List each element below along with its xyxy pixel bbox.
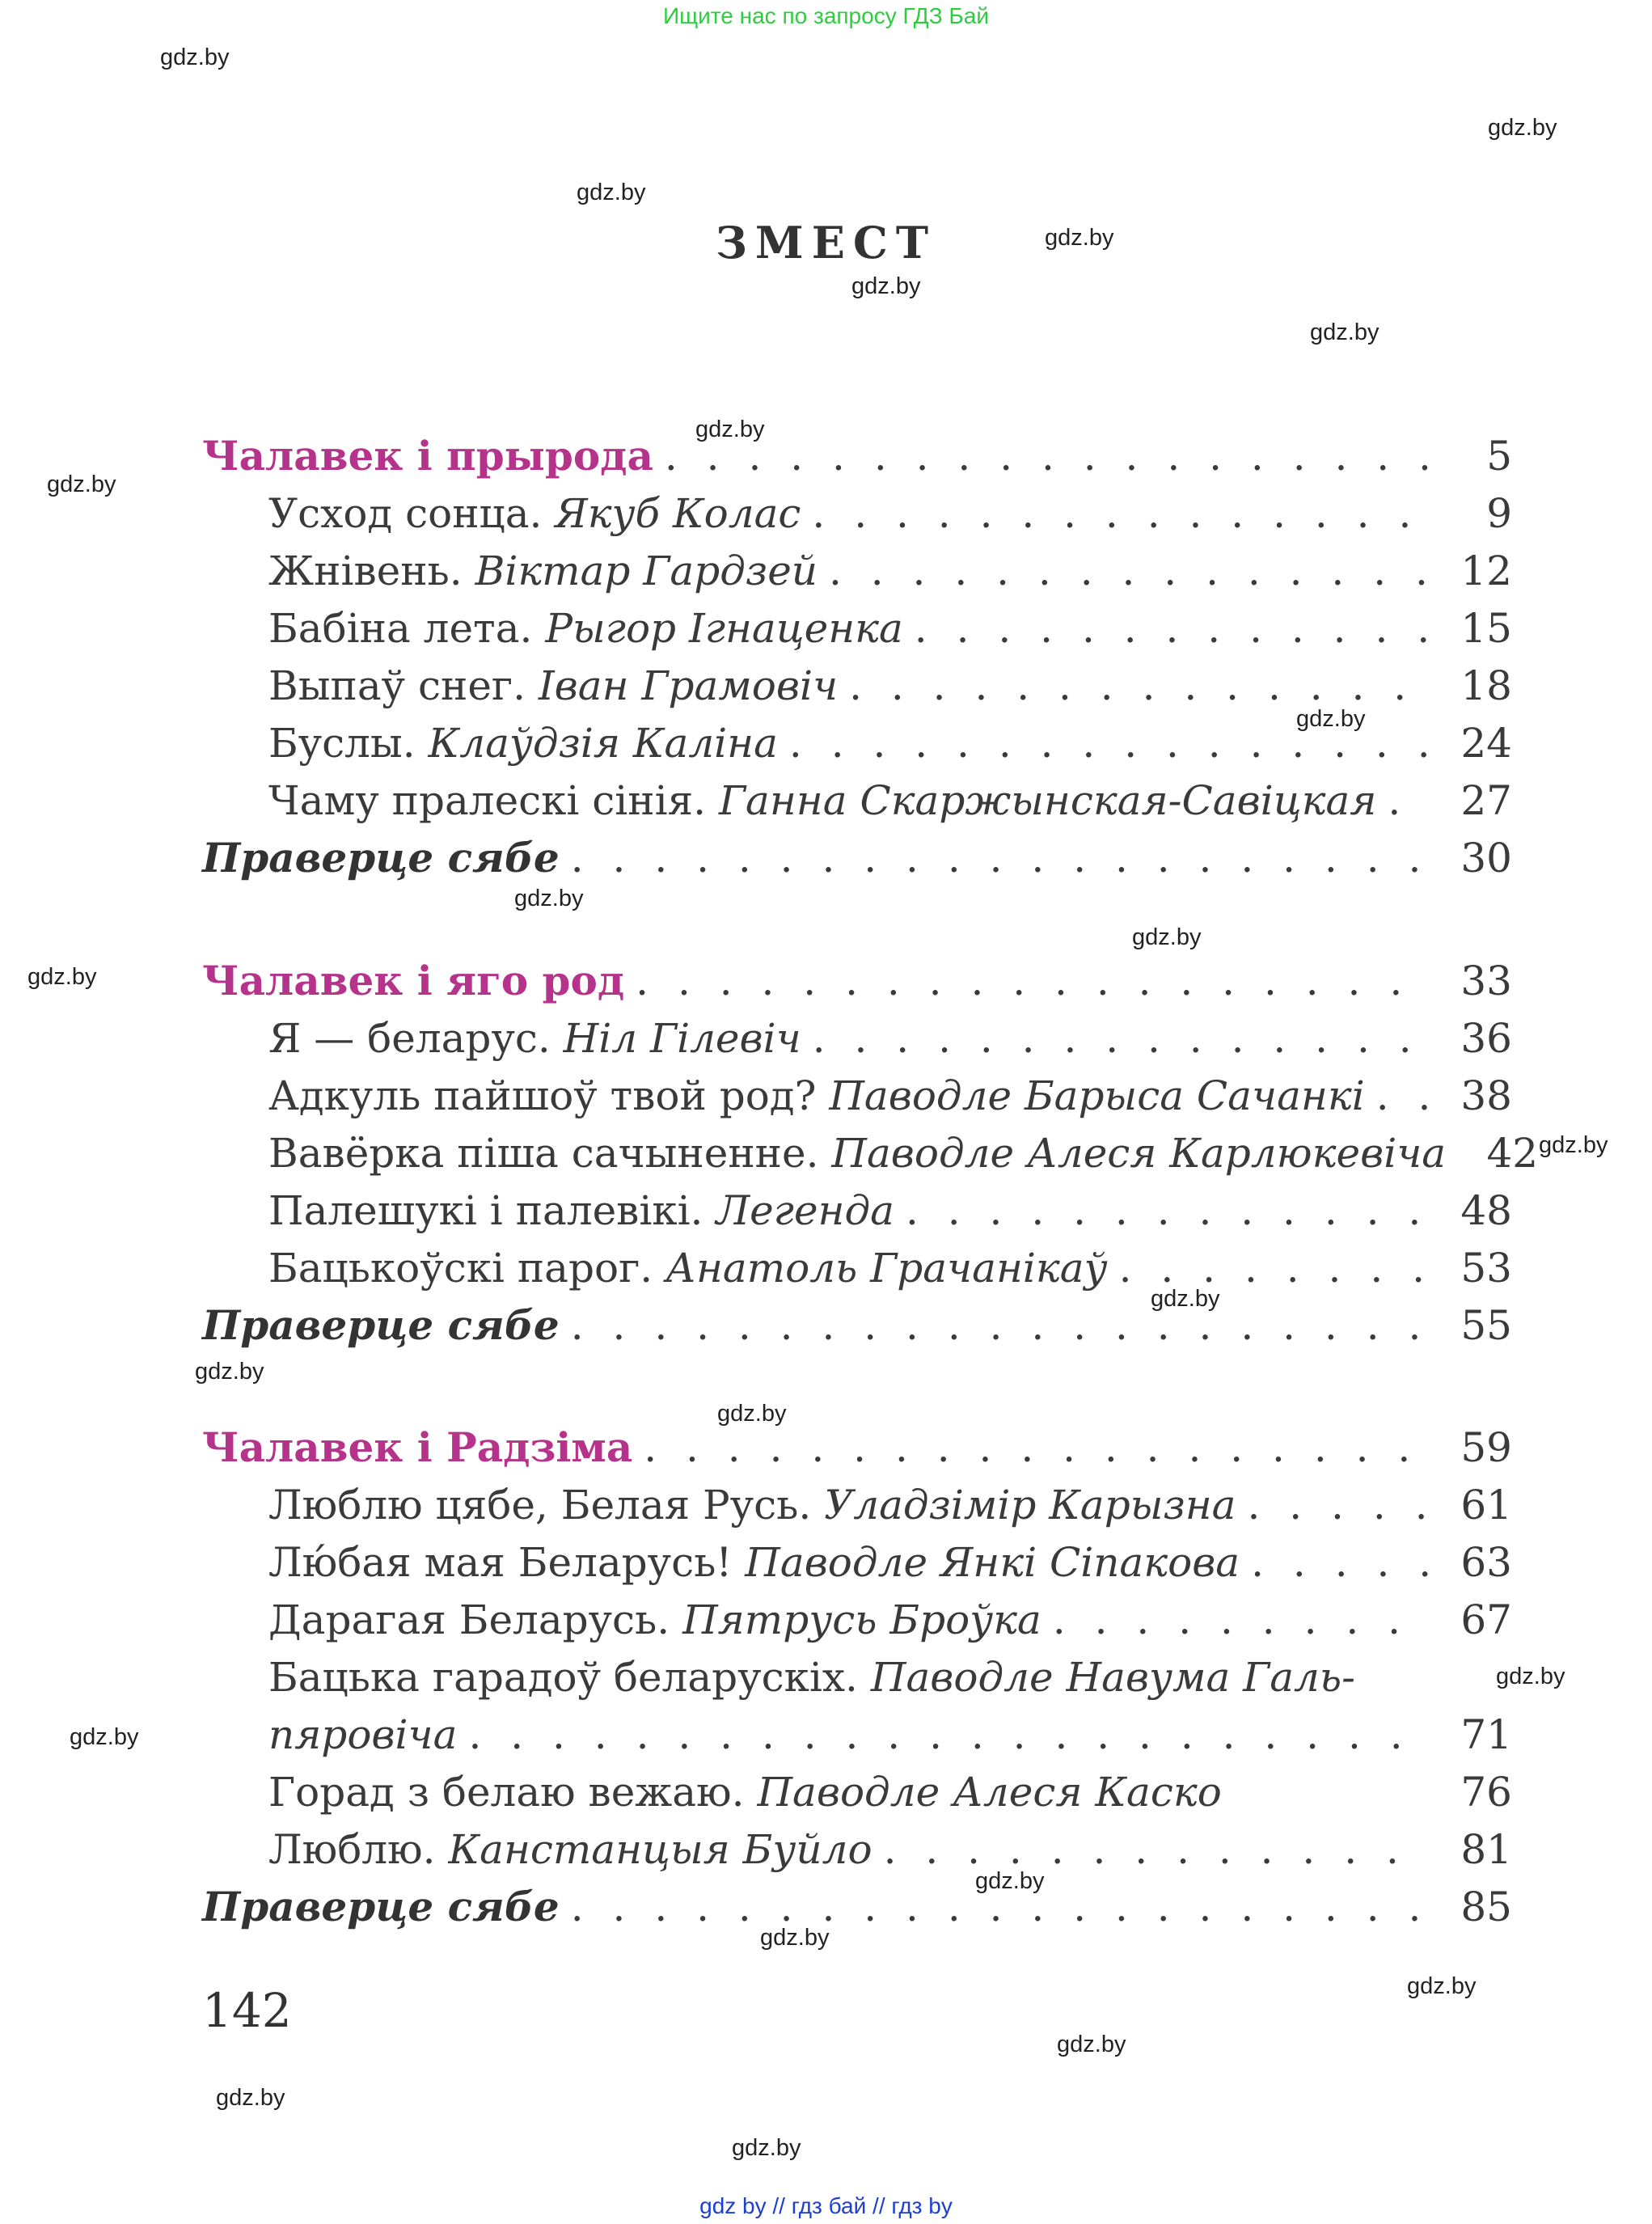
page-ref: 59 [1460,1424,1512,1471]
watermark: gdz.by [717,1401,787,1427]
dot-leader [560,1878,1431,1936]
page-ref: 67 [1460,1596,1512,1643]
page-number: 142 [202,1983,292,2038]
page-ref: 42 [1486,1130,1539,1177]
watermark: gdz.by [975,1868,1045,1894]
page-ref: 24 [1460,720,1512,767]
page-ref: 30 [1460,835,1512,882]
watermark: gdz.by [1310,319,1379,345]
toc-item-continuation[interactable] [268,1706,1512,1764]
section-title: Чалавек і прырода [202,432,653,480]
watermark: gdz.by [1296,706,1366,732]
toc-self-check[interactable] [202,829,1512,887]
toc-item[interactable] [268,1182,1512,1240]
dot-leader [560,829,1431,887]
toc-section-heading[interactable] [202,1419,1512,1477]
watermark: gdz.by [1151,1286,1220,1312]
item-title: Выпаў снег. [268,662,526,709]
item-author: пяровіча [268,1711,458,1758]
dot-leader [778,714,1431,772]
item-author: Ніл Гілевіч [563,1015,801,1062]
page-ref: 71 [1460,1711,1512,1758]
item-author: Віктар Гардзей [475,548,818,594]
toc-item[interactable] [268,484,1512,543]
page-ref: 27 [1460,777,1512,824]
toc-item[interactable] [268,1239,1512,1297]
item-author: Ганна Скаржынская-Савіцкая [718,777,1377,824]
watermark: gdz.by [1132,924,1202,950]
item-title: Я — беларус. [268,1015,551,1062]
self-check-title: Праверце сябе [202,834,560,882]
dot-leader [1446,1124,1457,1182]
dot-leader [1108,1239,1431,1297]
item-title: Дарагая Беларусь. [268,1596,670,1643]
dot-leader [632,1419,1431,1477]
watermark: gdz.by [514,886,584,911]
item-title: Бабіна лета. [268,605,533,652]
toc-self-check[interactable] [202,1878,1512,1936]
page-ref: 18 [1460,662,1512,709]
item-title: Чаму пралескі сінія. [268,777,707,824]
dot-leader [1376,772,1431,830]
toc-item[interactable] [268,1124,1539,1182]
item-title: Вавёрка піша сачыненне. [268,1130,819,1177]
item-title: Усход сонца. [268,490,543,537]
dot-leader [624,952,1431,1010]
item-title: Лю́бая мая Беларусь! [268,1539,733,1586]
item-author: Паводле Навума Галь- [870,1654,1356,1701]
dot-leader [801,1009,1431,1068]
section-title: Чалавек і яго род [202,957,625,1004]
top-search-link[interactable]: Ищите нас по запросу ГДЗ Бай [662,3,990,28]
toc-section-heading[interactable] [202,427,1512,485]
dot-leader [801,484,1431,543]
page-ref: 5 [1486,433,1512,480]
toc-item[interactable] [268,1820,1512,1879]
watermark: gdz.by [216,2085,285,2111]
dot-leader [560,1296,1431,1355]
dot-leader [838,657,1431,715]
page-ref: 9 [1486,490,1512,537]
toc-item[interactable] [268,1533,1512,1592]
watermark: gdz.by [195,1359,264,1385]
toc-item-multiline[interactable] [268,1648,1512,1706]
section-title: Чалавек і Радзіма [202,1423,633,1471]
item-author: Анатоль Грачанікаў [665,1245,1108,1292]
watermark: gdz.by [732,2135,801,2161]
dot-leader [1365,1067,1431,1125]
page-ref: 55 [1460,1302,1512,1349]
dot-leader [1236,1476,1431,1534]
dot-leader [894,1182,1431,1240]
item-title: Буслы. [268,720,416,767]
watermark: gdz.by [1057,2032,1126,2057]
toc-item[interactable] [268,772,1512,830]
item-author: Паводле Алеся Карлюкевіча [831,1130,1447,1177]
self-check-title: Праверце сябе [202,1301,560,1349]
watermark: gdz.by [1488,115,1557,141]
watermark: gdz.by [1407,1973,1477,1999]
toc-item[interactable] [268,1476,1512,1534]
item-author: Іван Грамовіч [538,662,839,709]
item-title: Бацькоўскі парог. [268,1245,653,1292]
page-ref: 81 [1460,1826,1512,1873]
watermark: gdz.by [851,273,921,299]
item-title: Люблю. [268,1826,436,1873]
page-ref: 61 [1460,1482,1512,1528]
page-ref: 12 [1460,548,1512,594]
item-title: Адкуль пайшоў твой род? [268,1072,817,1119]
toc-item[interactable] [268,1763,1512,1821]
watermark: gdz.by [760,1925,830,1951]
watermark: gdz.by [577,180,646,205]
toc-item[interactable] [268,714,1512,772]
page-ref: 15 [1460,605,1512,652]
bottom-site-links[interactable]: gdz by // гдз бай // гдз by [699,2193,953,2218]
watermark: gdz.by [47,471,116,497]
item-author: Канстанцыя Буйло [448,1826,872,1873]
item-author: Якуб Колас [555,490,801,537]
item-author: Уладзімір Карызна [824,1482,1236,1528]
dot-leader [872,1820,1431,1879]
item-author: Пятрусь Броўка [682,1596,1041,1643]
watermark: gdz.by [27,964,97,990]
page-ref: 33 [1460,958,1512,1004]
item-author: Паводле Янкі Сіпакова [745,1539,1240,1586]
item-title: Бацька гарадоў беларускіх. [268,1654,858,1701]
dot-leader [818,542,1431,600]
page-ref: 85 [1460,1884,1512,1930]
item-author: Рыгор Ігнаценка [545,605,903,652]
item-author: Легенда [716,1187,894,1234]
self-check-title: Праверце сябе [202,1883,560,1930]
dot-leader [457,1706,1431,1764]
item-title: Жнівень. [268,548,463,594]
toc-item[interactable] [268,1067,1512,1125]
item-title: Горад з белаю вежаю. [268,1769,745,1816]
watermark: gdz.by [1045,225,1114,251]
toc-item[interactable] [268,599,1512,657]
toc-section-heading[interactable] [202,952,1512,1010]
dot-leader [653,427,1431,485]
item-title: Палешукі і палевікі. [268,1187,703,1234]
toc-item[interactable] [268,542,1512,600]
page-ref: 36 [1460,1015,1512,1062]
item-author: Клаўдзія Каліна [428,720,778,767]
page-title: ЗМЕСТ [715,217,937,268]
toc-item[interactable] [268,657,1512,715]
watermark: gdz.by [1496,1664,1565,1689]
page-ref: 76 [1460,1769,1512,1816]
watermark: gdz.by [1539,1132,1608,1158]
toc-item[interactable] [268,1591,1512,1649]
item-author: Паводле Барыса Сачанкі [829,1072,1365,1119]
dot-leader [903,599,1431,657]
item-author: Паводле Алеся Каско [757,1769,1222,1816]
watermark: gdz.by [160,44,230,70]
page-ref: 53 [1460,1245,1512,1292]
dot-leader [1240,1533,1431,1592]
toc-self-check[interactable] [202,1296,1512,1355]
page-ref: 48 [1460,1187,1512,1234]
dot-leader [1041,1591,1431,1649]
watermark: gdz.by [70,1724,139,1750]
watermark: gdz.by [695,416,765,442]
item-title: Люблю цябе, Белая Русь. [268,1482,812,1528]
toc-item[interactable] [268,1009,1512,1068]
page-ref: 38 [1460,1072,1512,1119]
page-ref: 63 [1460,1539,1512,1586]
